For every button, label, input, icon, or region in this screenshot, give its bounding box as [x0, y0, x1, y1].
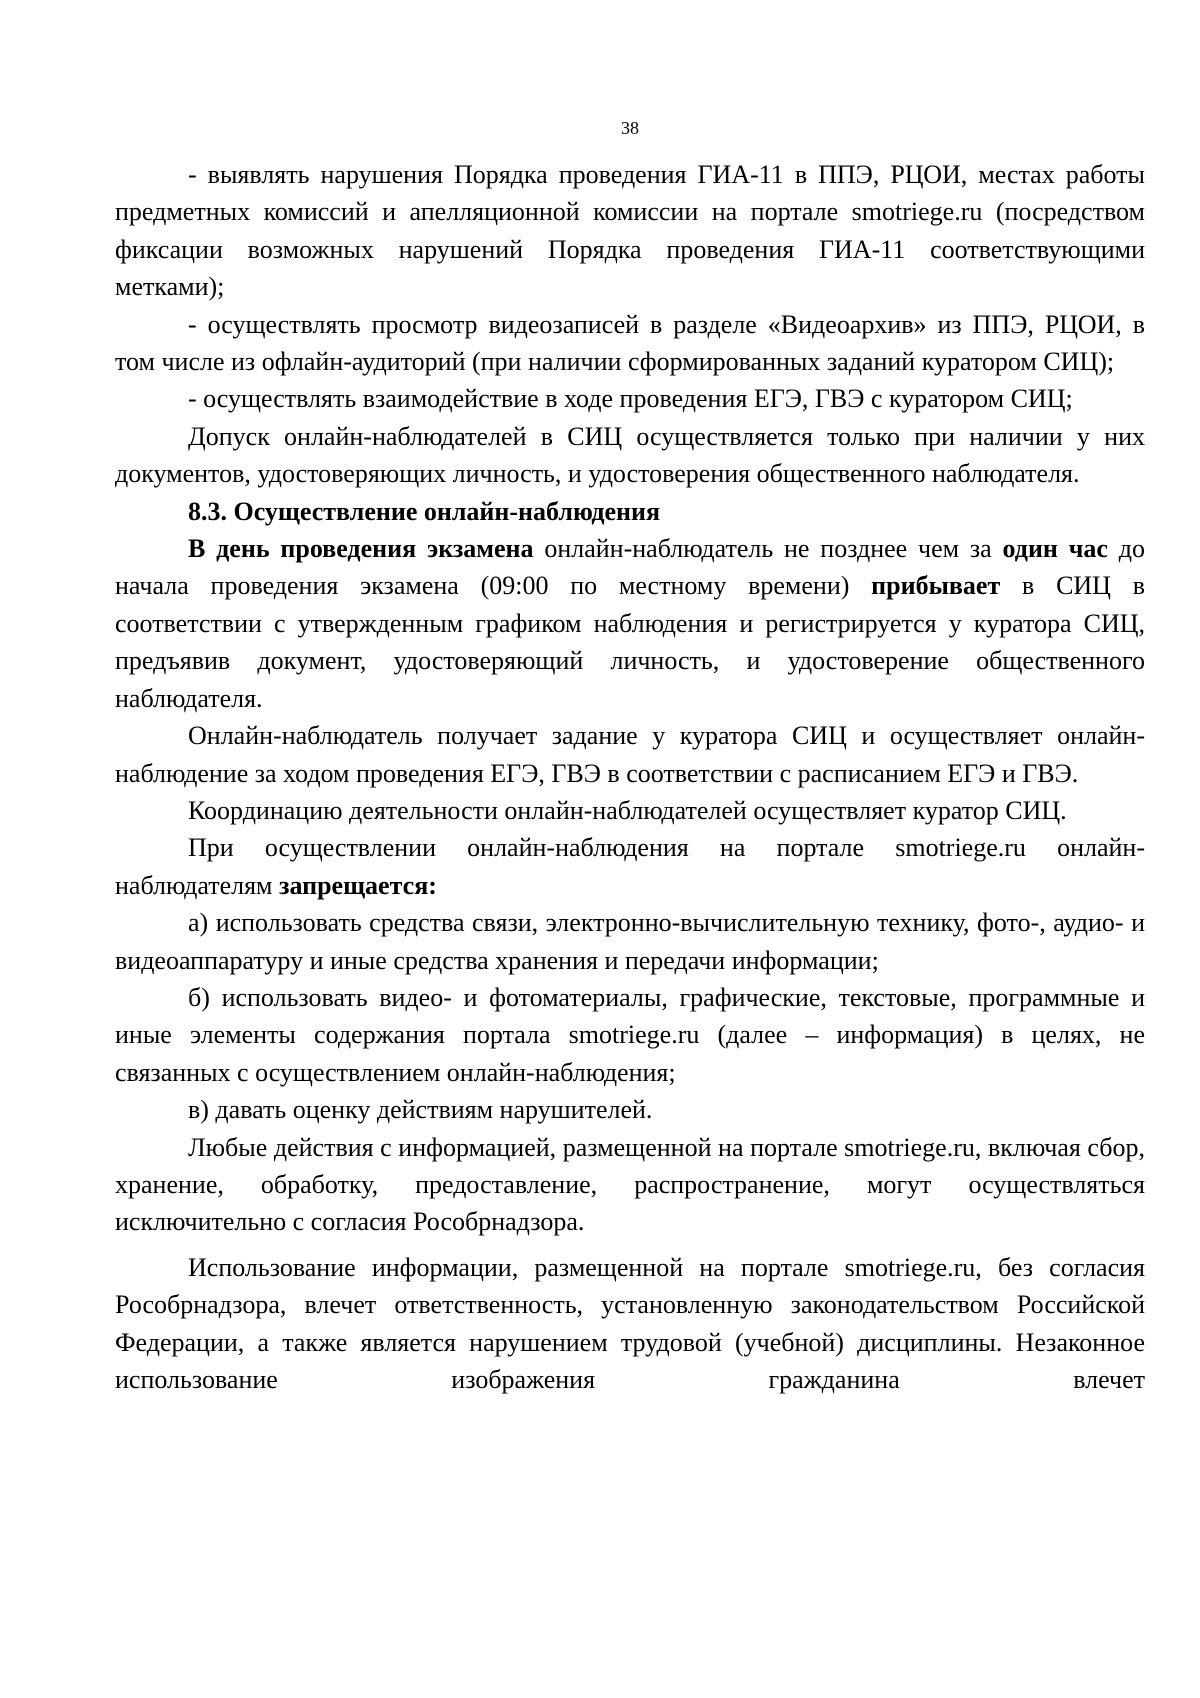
- paragraph-prohibition-c: в) давать оценку действиям нарушителей.: [188, 1095, 653, 1125]
- paragraph-admission: Допуск онлайн-наблюдателей в СИЦ осуществляется только при наличии у них документов, удостоверяющих личность, и удостоверения общественного наблюдателя.: [115, 421, 1145, 489]
- text-span: онлайн-наблюдатель не позднее чем за: [533, 534, 1003, 564]
- paragraph-detect-violations: - выявлять нарушения Порядка проведения ГИА-11 в ППЭ, РЦОИ, местах работы предметных комиссий и апелляционной комиссии на портале smotriege.ru (посредством фиксации возможных нарушений Порядка проведения ГИА-11 соответствующими метками);: [115, 160, 1145, 302]
- paragraph-interaction-curator: - осуществлять взаимодействие в ходе проведения ЕГЭ, ГВЭ с куратором СИЦ;: [188, 384, 1073, 414]
- section-heading: 8.3. Осуществление онлайн-наблюдения: [188, 496, 661, 526]
- paragraph-exam-day: [115, 530, 1145, 717]
- bold-prohibited: запрещается:: [279, 870, 437, 900]
- page-number: 38: [621, 118, 639, 138]
- paragraph-prohibition-b: б) использовать видео- и фотоматериалы, графические, текстовые, программные и иные элементы содержания портала smotriege.ru (далее – информация) в целях, не связанных с осуществлением онлайн-наблюдения;: [115, 982, 1145, 1087]
- bold-exam-day: В день проведения экзамена: [188, 534, 534, 564]
- text-span: При осуществлении онлайн-наблюдения на портале smotriege.ru онлайн-наблюдателям: [115, 833, 1145, 900]
- paragraph-view-recordings: - осуществлять просмотр видеозаписей в разделе «Видеоархив» из ППЭ, РЦОИ, в том числе из офлайн-аудиторий (при наличии сформированных заданий куратором СИЦ);: [115, 309, 1145, 377]
- bold-one-hour: один час: [1002, 534, 1108, 564]
- document-body: [115, 156, 1145, 1398]
- paragraph-prohibitions-intro: [115, 829, 1145, 904]
- paragraph-information-use: Использование информации, размещенной на портале smotriege.ru, без согласия Рособрнадзора, влечет ответственность, установленную законодательством Российской Федерации, а также является нарушением трудовой (учебной) дисциплины. Незаконное использование изображения гражданина влечет: [115, 1252, 1145, 1394]
- text-span: в СИЦ в соответствии с утвержденным графиком наблюдения и регистрируется у куратора СИЦ, предъявив документ, удостоверяющий личность, и удостоверение общественного наблюдателя.: [115, 571, 1146, 713]
- text-span: до начала проведения экзамена (09:00 по местному времени): [115, 534, 1145, 601]
- paragraph-information-actions: Любые действия с информацией, размещенной на портале smotriege.ru, включая сбор, хранение, обработку, предоставление, распространение, могут осуществляться исключительно с согласия Рособрнадзора.: [115, 1132, 1145, 1237]
- bold-arrives: прибывает: [871, 571, 1001, 601]
- paragraph-coordination: Координацию деятельности онлайн-наблюдателей осуществляет куратор СИЦ.: [188, 795, 1067, 825]
- paragraph-prohibition-a: а) использовать средства связи, электронно-вычислительную технику, фото-, аудио- и видеоаппаратуру и иные средства хранения и передачи информации;: [115, 908, 1145, 975]
- paragraph-assignment: Онлайн-наблюдатель получает задание у куратора СИЦ и осуществляет онлайн-наблюдение за ходом проведения ЕГЭ, ГВЭ в соответствии с расписанием ЕГЭ и ГВЭ.: [115, 721, 1145, 788]
